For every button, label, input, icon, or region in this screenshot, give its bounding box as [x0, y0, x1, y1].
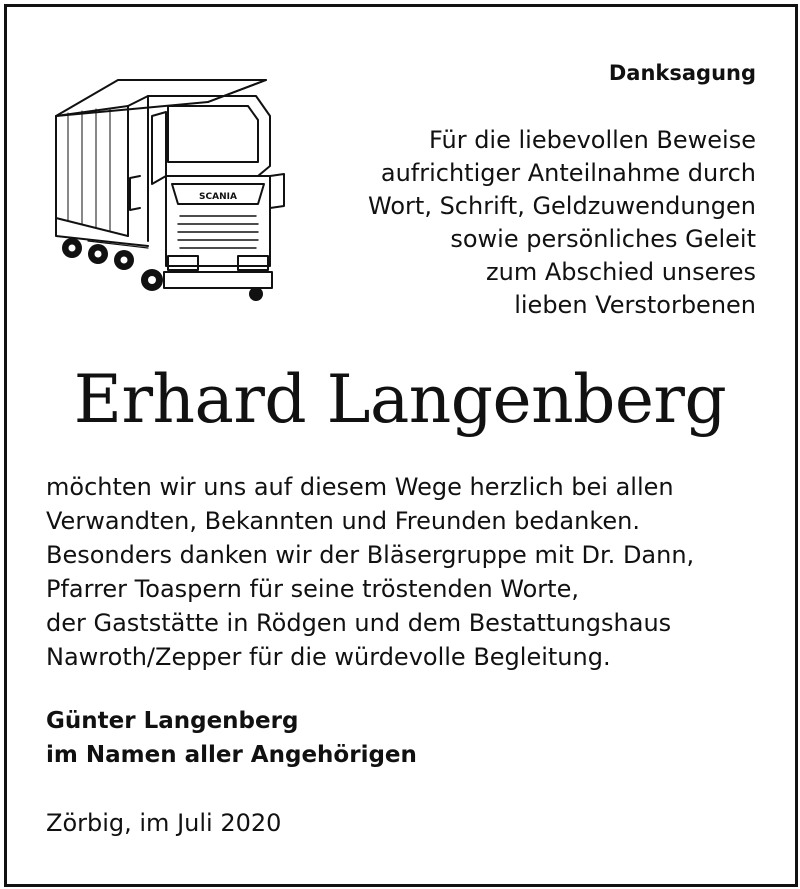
intro-line: lieben Verstorbenen — [514, 291, 756, 319]
truck-illustration-icon — [48, 66, 294, 302]
deceased-name: Erhard Langenberg — [73, 361, 727, 438]
truck-brand-label: SCANIA — [199, 192, 237, 202]
intro-block — [316, 58, 756, 322]
body-line: Verwandten, Bekannten und Freunden bedanken. — [46, 507, 640, 535]
intro-line: Wort, Schrift, Geldzuwendungen — [368, 192, 756, 220]
signature-name: Günter Langenberg — [46, 708, 299, 734]
intro-line: sowie persönliches Geleit — [450, 225, 756, 253]
intro-line: zum Abschied unseres — [486, 258, 756, 286]
body-line: Nawroth/Zepper für die würdevolle Begleitung. — [46, 643, 611, 671]
intro-line: aufrichtiger Anteilnahme durch — [380, 159, 756, 187]
notice-heading: Danksagung — [608, 61, 756, 85]
body-line: Besonders danken wir der Bläsergruppe mit Dr. Dann, — [46, 541, 695, 569]
body-line: möchten wir uns auf diesem Wege herzlich bei allen — [46, 473, 674, 501]
body-line: Pfarrer Toaspern für seine tröstenden Worte, — [46, 575, 579, 603]
thanks-body — [46, 470, 766, 674]
intro-line: Für die liebevollen Beweise — [429, 126, 756, 154]
place-date: Zörbig, im Juli 2020 — [46, 809, 282, 837]
body-line: der Gaststätte in Rödgen und dem Bestattungshaus — [46, 609, 672, 637]
signature-block — [46, 704, 417, 772]
signature-subtitle: im Namen aller Angehörigen — [46, 742, 417, 768]
